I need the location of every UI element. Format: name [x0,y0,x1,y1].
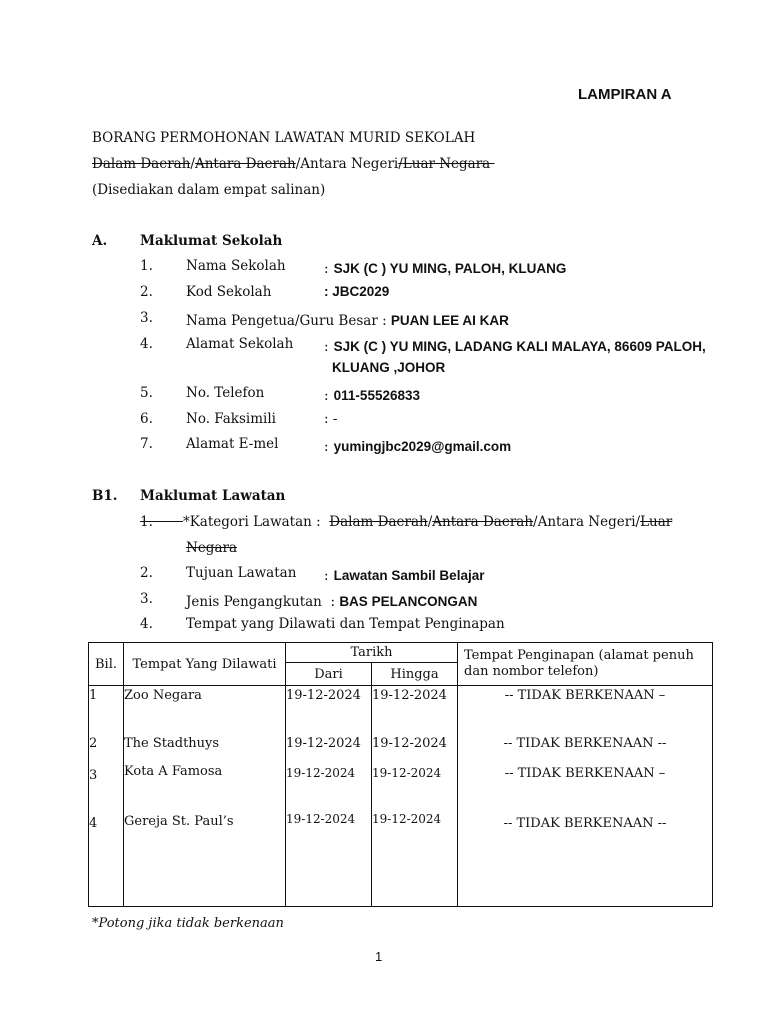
cell-place: The Stadthuys [124,736,286,764]
cell-place: Kota A Famosa [124,764,286,812]
b1-item-label-value: Jenis Pengangkutan : BAS PELANCONGAN [186,594,478,610]
header-place: Tempat Yang Dilawati [124,643,286,686]
header-tarikh: Tarikh [286,643,458,663]
cell-dari: 19-12-2024 [286,812,372,907]
a-item-num: 4. [140,336,153,352]
a-item-value: : SJK (C ) YU MING, LADANG KALI MALAYA, 86609 PALOH, [324,339,706,355]
kategori-antara-negeri: Antara Negeri [537,514,636,530]
cell-stay: -- TIDAK BERKENAAN -- [458,812,713,907]
a-item-label: No. Telefon [186,385,265,401]
footnote: *Potong jika tidak berkenaan [92,916,284,931]
cell-hingga: 19-12-2024 [372,764,458,812]
copies-note: (Disediakan dalam empat salinan) [92,182,326,198]
table-row [89,736,713,764]
a-item-num: 5. [140,385,153,401]
table-row [89,812,713,907]
cell-bil: 4 [89,812,124,907]
cell-hingga: 19-12-2024 [372,812,458,907]
cell-bil: 2 [89,736,124,764]
scope-line: Dalam Daerah/Antara Daerah/Antara Negeri/Luar Negara [92,156,491,172]
cell-bil: 3 [89,764,124,812]
cell-dari: 19-12-2024 [286,764,372,812]
cell-hingga: 19-12-2024 [372,736,458,764]
scope-luar: Luar Negara [402,156,491,172]
a-item-num: 3. [140,310,153,326]
kategori-luar: Luar [640,514,673,530]
table-row [89,764,713,812]
b1-item-label: Tempat yang Dilawati dan Tempat Penginapan [186,616,505,632]
section-a-title: Maklumat Sekolah [140,233,283,249]
kategori-negara: Negara [186,540,237,556]
a-item-label: Nama Sekolah [186,258,286,274]
header-bil: Bil. [89,643,124,686]
kategori-label: *Kategori Lawatan : [182,514,321,530]
a-item-num: 2. [140,284,153,300]
a-item-value: : SJK (C ) YU MING, PALOH, KLUANG [324,261,567,277]
header-dari: Dari [286,663,372,686]
cell-place: Gereja St. Paul’s [124,812,286,907]
cell-stay: -- TIDAK BERKENAAN -- [458,736,713,764]
scope-antara-negeri: Antara Negeri [300,156,399,172]
a-item-value: : JBC2029 [324,284,390,299]
cell-place: Zoo Negara [124,686,286,736]
a-item-value-line2: KLUANG ,JOHOR [332,360,446,375]
visit-table [88,642,713,907]
kategori-line: 1. *Kategori Lawatan : Dalam Daerah/Antara Daerah/Antara Negeri/Luar [140,514,673,530]
cell-dari: 19-12-2024 [286,686,372,736]
a-item-num: 1. [140,258,153,274]
a-item-label-value: Nama Pengetua/Guru Besar : PUAN LEE AI KAR [186,313,509,329]
scope-dalam: Dalam Daerah [92,156,191,172]
table-row [89,686,713,736]
cell-hingga: 19-12-2024 [372,686,458,736]
scope-antara-daerah: Antara Daerah [194,156,296,172]
section-b1-letter: B1. [92,488,118,504]
page-number: 1 [375,949,383,964]
a-item-label: Alamat E-mel [186,436,279,452]
a-item-value: : - [324,411,338,427]
b1-item-value: : Lawatan Sambil Belajar [324,568,485,584]
section-a-letter: A. [92,233,108,249]
section-b1-title: Maklumat Lawatan [140,488,286,504]
a-item-label: No. Faksimili [186,411,276,427]
lampiran-label: LAMPIRAN A [578,86,672,103]
b1-item-num: 2. [140,565,153,581]
form-title: BORANG PERMOHONAN LAWATAN MURID SEKOLAH [92,130,476,146]
kategori-antara-daerah: Antara Daerah [432,514,534,530]
b1-item-num: 4. [140,616,153,632]
cell-stay: -- TIDAK BERKENAAN – [458,686,713,736]
b1-item-num: 3. [140,591,153,607]
header-hingga: Hingga [372,663,458,686]
cell-dari: 19-12-2024 [286,736,372,764]
cell-bil: 1 [89,686,124,736]
kategori-num: 1. [140,514,153,530]
a-item-value: : yumingjbc2029@gmail.com [324,439,512,455]
a-item-value: : 011-55526833 [324,388,420,404]
cell-stay: -- TIDAK BERKENAAN – [458,764,713,812]
b1-item-label: Tujuan Lawatan [186,565,297,581]
header-stay: Tempat Penginapan (alamat penuh dan nombor telefon) [458,643,713,686]
kategori-dalam: Dalam Daerah [329,514,428,530]
a-item-label: Alamat Sekolah [186,336,294,352]
a-item-num: 7. [140,436,153,452]
a-item-label: Kod Sekolah [186,284,272,300]
a-item-num: 6. [140,411,153,427]
